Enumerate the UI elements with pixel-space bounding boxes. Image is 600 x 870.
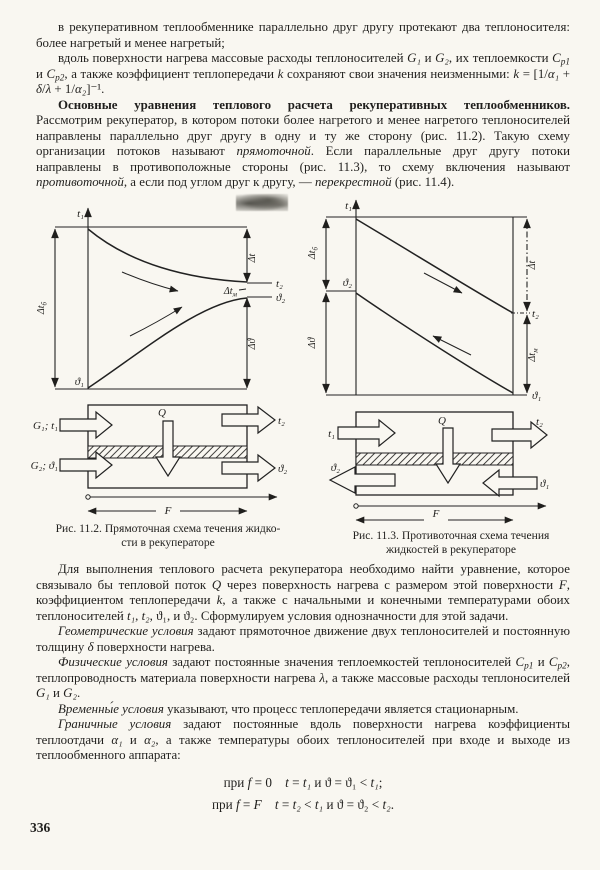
paragraph-geometric-conditions: Геометрические условия задают прямоточное движение двух теплоносителей и постоянную толщину δ поверхности нагрева. xyxy=(36,624,571,654)
inlet-label-cold: G₂; ϑ₁ xyxy=(30,460,58,472)
inlet-arrow-cold xyxy=(483,470,537,496)
outlet-arrow-cold xyxy=(222,455,275,481)
flow-scheme xyxy=(31,405,288,517)
origin-marker xyxy=(86,495,90,499)
curve-end-label-t2: t₂ xyxy=(532,308,539,320)
caption-line: Рис. 11.2. Прямоточная схема течения жидко- xyxy=(55,522,281,535)
inlet-arrow-hot xyxy=(338,420,395,446)
conditions-text xyxy=(36,562,570,816)
dim-label-dt: Δt xyxy=(527,260,538,270)
heat-flux-label: Q xyxy=(158,407,166,419)
intro-text xyxy=(36,20,570,191)
inlet-label-hot: G₁; t₁ xyxy=(32,420,58,432)
cold-fluid-curve xyxy=(356,293,513,393)
hot-fluid-curve xyxy=(356,219,513,313)
dim-label-dv: Δϑ xyxy=(247,338,258,350)
dim-label-dt-small: $\Delta t_м$ xyxy=(527,348,540,362)
outlet-label-hot: t₂ xyxy=(278,415,285,427)
outlet-label-hot: t₂ xyxy=(536,416,543,428)
surface-area-label: F xyxy=(432,508,440,520)
inlet-arrow-hot xyxy=(60,412,112,438)
paragraph-main-equations: Основные уравнения теплового расчета рекуперативных теплообменников. Рассмотрим рекуператор, в котором потоки более нагретого и менее нагретого теплоносителей направлены параллельно друг другу в одну и ту же сторону (рис. 11.2). Такую схему организации потоков называют прямоточной. Если параллельные друг другу потоки направлены в противоположные стороны (рис. 11.3), то схему включения называют противоточной, а если под углом друг к другу, — перекрестной (рис. 11.4). xyxy=(36,97,570,189)
cold-flow-direction-arrow xyxy=(433,336,471,355)
hot-flow-direction-arrow xyxy=(122,272,178,291)
figure-11-2-caption xyxy=(30,522,306,550)
axis-label-v1: ϑ₁ xyxy=(74,376,84,388)
figure-11-3 xyxy=(306,200,596,557)
origin-marker xyxy=(354,504,358,508)
outlet-arrow-hot xyxy=(222,407,275,433)
surface-area-label: F xyxy=(164,505,172,517)
paragraph-physical-conditions: Физические условия задают постоянные значения теплоемкостей теплоносителей $C_{p1}$ и $C_{p2}$, теплопроводность материала поверхности нагрева λ, а также массовые расходы теплоносителей G₁ и G₂. xyxy=(36,655,570,700)
formula-line-1: при f = 0 t = t₁ и ϑ = ϑ₁ < t₁; xyxy=(223,774,383,790)
paragraph-boundary-conditions: Граничные условия задают постоянные вдоль поверхности нагрева коэффициенты теплоотдачи α₁ и α₂, а также температуры обоих теплоносителей при входе и выходе из теплообменного аппарата: xyxy=(36,717,570,762)
ink-smudge xyxy=(236,194,288,211)
outlet-label-cold: ϑ₂ xyxy=(278,463,288,475)
cold-flow-direction-arrow xyxy=(130,307,182,336)
paragraph-temporal-conditions: Временны́е условия указывают, что процесс теплопередачи является стационарным. xyxy=(58,701,519,716)
curve-end-label-v2: ϑ₂ xyxy=(276,292,286,304)
figure-11-3-diagram xyxy=(306,200,596,525)
caption-line: Рис. 11.3. Противоточная схема течения xyxy=(352,529,550,542)
inlet-label-cold: ϑ₁ xyxy=(540,478,550,490)
dim-label-dt-big: $\Delta t_б$ xyxy=(36,301,49,315)
axis-label-t1: t₁ xyxy=(345,200,352,212)
paragraph-two-fluids: в рекуперативном теплообменнике параллельно друг другу протекают два теплоносителя: более нагретый и менее нагретый; xyxy=(36,20,570,50)
temperature-graph xyxy=(55,208,272,389)
caption-line: жидкостей в рекуператоре xyxy=(386,543,516,556)
figure-11-2-diagram xyxy=(30,208,306,518)
hot-flow-direction-arrow xyxy=(424,273,462,293)
heat-transfer-wall xyxy=(356,453,513,465)
dim-label-dt-small: $\Delta t_м$ xyxy=(223,286,237,299)
figure-11-3-caption xyxy=(306,529,596,557)
dim-label-dv: Δϑ xyxy=(307,337,318,349)
temperature-graph xyxy=(326,200,530,395)
dim-label-dt-big: $\Delta t_б$ xyxy=(307,246,320,260)
dim-label-dt: Δt xyxy=(247,253,258,263)
curve-end-label-t2: t₂ xyxy=(276,278,283,290)
paragraph-thermal-design: Для выполнения теплового расчета рекуператора необходимо найти уравнение, которое связывало бы тепловой поток Q через поверхность нагрева с размером этой поверхности F, коэффициентом теплопередачи k, а также с начальными и конечными температурами обоих теплоносителей t₁, t₂, ϑ₁, и ϑ₂. Сформулируем условия однозначности для этой задачи. xyxy=(36,562,570,623)
axis-label-t1: t₁ xyxy=(77,208,84,220)
formula-line-2: при f = F t = t₂ < t₁ и ϑ = ϑ₂ < t₂. xyxy=(211,796,395,812)
caption-line: сти в рекуператоре xyxy=(121,536,215,549)
figure-11-2 xyxy=(30,208,306,550)
outlet-label-cold: ϑ₂ xyxy=(330,462,340,474)
page-number: 336 xyxy=(30,820,51,835)
paragraph-constant-values: вдоль поверхности нагрева массовые расходы теплоносителей G₁ и G₂, их теплоемкости $C_{p1}$ и $C_{p2}$, а также коэффициент теплопередачи k сохраняют свои значения неизменными: k = [1/α₁ + δ/λ + 1/α₂]⁻¹. xyxy=(36,51,570,96)
flow-scheme xyxy=(328,412,549,520)
cold-fluid-curve xyxy=(88,298,247,388)
hot-fluid-curve xyxy=(88,229,247,282)
heat-flux-label: Q xyxy=(438,415,446,427)
axis-label-v2: ϑ₂ xyxy=(342,277,352,289)
dt-small-leader xyxy=(239,289,246,290)
boundary-conditions-formulas xyxy=(36,772,570,816)
inlet-label-hot: t₁ xyxy=(328,428,335,440)
curve-end-label-v1: ϑ₁ xyxy=(532,390,542,402)
